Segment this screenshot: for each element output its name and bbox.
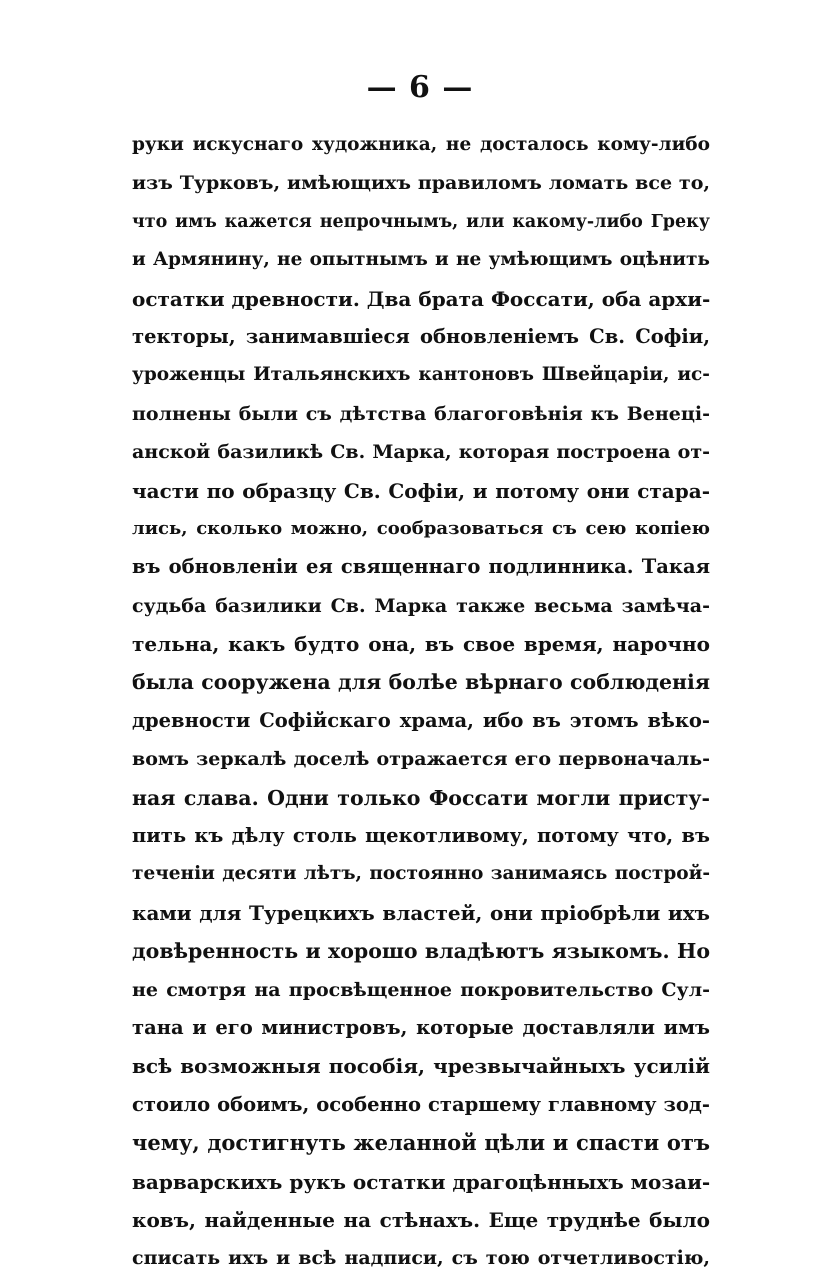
- text-line: пить къ дѣлу столь щекотливому, потому что, въ: [132, 824, 710, 848]
- text-line: списать ихъ и всѣ надписи, съ тою отчетливостію,: [132, 1247, 710, 1270]
- page-number: — 6 —: [366, 70, 474, 105]
- text-line: и Армянину, не опытнымъ и не умѣющимъ оцѣнить: [132, 249, 710, 271]
- text-line: изъ Турковъ, имѣющихъ правиломъ ломать все то,: [132, 172, 710, 195]
- text-line: уроженцы Итальянскихъ кантоновъ Швейцаріи, ис-: [132, 364, 710, 386]
- text-line: не смотря на просвѣщенное покровительство Сул-: [132, 978, 710, 1001]
- text-line: въ обновленіи ея священнаго подлинника. Такая: [132, 555, 710, 579]
- text-line: руки искуснаго художника, не досталось кому-либо: [132, 134, 710, 155]
- text-line: тана и его министровъ, которые доставляли имъ: [132, 1015, 710, 1039]
- text-line: варварскихъ рукъ остатки драгоцѣнныхъ мозаи-: [132, 1169, 710, 1194]
- text-line: древности Софійскаго храма, ибо въ этомъ вѣко-: [132, 708, 710, 732]
- text-line: ками для Турецкихъ властей, они пріобрѣли ихъ: [132, 900, 710, 925]
- text-line: была сооружена для болѣе вѣрнаго соблюденія: [132, 670, 710, 695]
- text-line: текторы, занимавшіеся обновленіемъ Св. Софіи,: [132, 324, 710, 348]
- body-text: [132, 126, 710, 1278]
- text-line: вомъ зеркалѣ доселѣ отражается его первоначаль-: [132, 748, 710, 771]
- text-line: чему, достигнуть желанной цѣли и спасти отъ: [132, 1130, 710, 1156]
- text-line: всѣ возможныя пособія, чрезвычайныхъ усилій: [132, 1054, 710, 1079]
- text-line: части по образцу Св. Софіи, и потому они стара-: [132, 478, 710, 503]
- text-line: полнены были съ дѣтства благоговѣнія къ Венеці-: [132, 402, 710, 425]
- text-line: ковъ, найденные на стѣнахъ. Еще труднѣе было: [132, 1207, 710, 1232]
- text-line: теченіи десяти лѣтъ, постоянно занимаясь построй-: [132, 863, 710, 885]
- text-line: что имъ кажется непрочнымъ, или какому-либо Греку: [132, 211, 710, 232]
- text-line: стоило обоимъ, особенно старшему главному зод-: [132, 1092, 710, 1116]
- text-line: лись, сколько можно, сообразоваться съ сею копіею: [132, 517, 710, 539]
- text-line: анской базиликѣ Св. Марка, которая построена от-: [132, 441, 710, 464]
- text-line: ная слава. Одни только Фоссати могли присту-: [132, 785, 710, 810]
- text-line: довѣренность и хорошо владѣютъ языкомъ. Но: [132, 939, 710, 964]
- text-line: остатки древности. Два брата Фоссати, оба архи-: [132, 286, 710, 311]
- text-line: судьба базилики Св. Марка также весьма замѣча-: [132, 594, 710, 617]
- text-line: тельна, какъ будто она, въ свое время, нарочно: [132, 632, 710, 657]
